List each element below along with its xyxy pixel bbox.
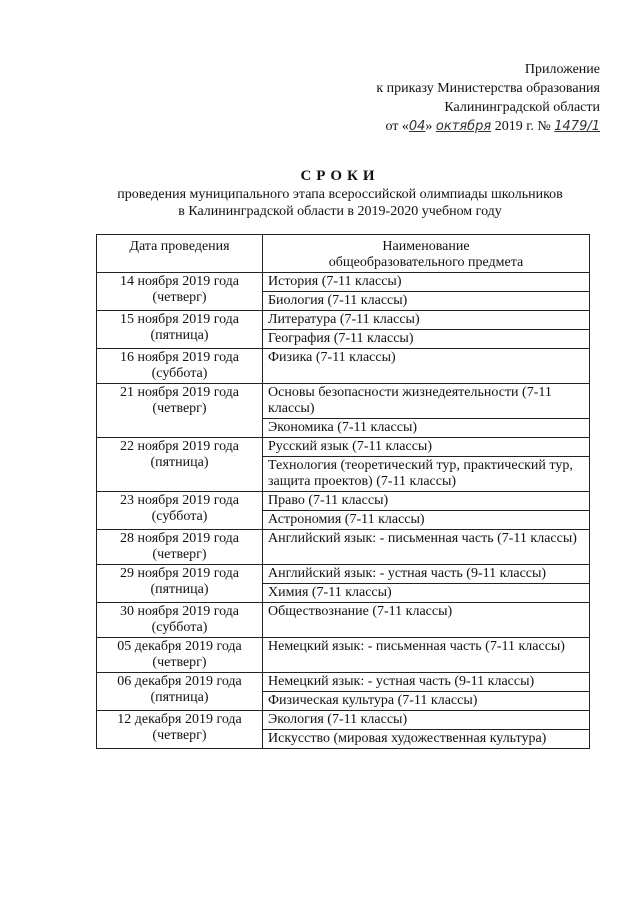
date-cell xyxy=(97,530,263,565)
weekday-text: (суббота) xyxy=(151,509,208,524)
date-cell xyxy=(97,438,263,492)
table-header-row xyxy=(97,235,590,273)
date-cell xyxy=(97,273,263,311)
subject-cell: Основы безопасности жизнедеятельности (7-11 классы) xyxy=(263,384,590,419)
subject-cell: Немецкий язык: - письменная часть (7-11 классы) xyxy=(263,638,590,673)
order-date-line xyxy=(330,117,600,136)
weekday-text: (четверг) xyxy=(152,728,207,743)
subject-cell: Немецкий язык: - устная часть (9-11 классы) xyxy=(263,673,590,692)
date-cell xyxy=(97,492,263,530)
date-cell xyxy=(97,638,263,673)
subject-cell: Технология (теоретический тур, практический тур, защита проектов) (7-11 классы) xyxy=(263,457,590,492)
weekday-text: (четверг) xyxy=(152,401,207,416)
subject-cell: Обществознание (7-11 классы) xyxy=(263,603,590,638)
date-text: 12 декабря 2019 года xyxy=(117,712,242,727)
subject-cell: Английский язык: - письменная часть (7-11 классы) xyxy=(263,530,590,565)
table-row xyxy=(97,438,590,457)
subject-cell: Английский язык: - устная часть (9-11 классы) xyxy=(263,565,590,584)
table-row xyxy=(97,349,590,384)
subject-cell: Химия (7-11 классы) xyxy=(263,584,590,603)
subject-cell: Астрономия (7-11 классы) xyxy=(263,511,590,530)
order-mid: » xyxy=(425,119,436,134)
date-cell xyxy=(97,384,263,438)
document-subtitle-line2: в Калининградской области в 2019-2020 учебном году xyxy=(178,204,502,219)
date-text: 14 ноября 2019 года xyxy=(119,274,240,289)
table-row xyxy=(97,638,590,673)
table-row xyxy=(97,711,590,730)
weekday-text: (четверг) xyxy=(152,290,207,305)
document-subtitle-line1: проведения муниципального этапа всероссийской олимпиады школьников xyxy=(117,187,563,202)
table-row xyxy=(97,273,590,292)
date-text: 30 ноября 2019 года xyxy=(119,604,240,619)
subject-cell: Русский язык (7-11 классы) xyxy=(263,438,590,457)
header-subject xyxy=(263,235,590,273)
table-row xyxy=(97,603,590,638)
weekday-text: (суббота) xyxy=(151,366,208,381)
date-cell xyxy=(97,311,263,349)
weekday-text: (четверг) xyxy=(152,547,207,562)
date-text: 21 ноября 2019 года xyxy=(119,385,240,400)
date-text: 05 декабря 2019 года xyxy=(117,639,242,654)
document-title-block xyxy=(40,166,640,220)
appendix-region: Калининградской области xyxy=(444,100,600,115)
date-text: 16 ноября 2019 года xyxy=(119,350,240,365)
appendix-title: Приложение xyxy=(524,62,600,77)
weekday-text: (суббота) xyxy=(151,620,208,635)
weekday-text: (четверг) xyxy=(152,655,207,670)
order-number: 1479/1 xyxy=(554,119,600,134)
weekday-text: (пятница) xyxy=(150,690,209,705)
order-year: 2019 г. № xyxy=(491,119,555,134)
subject-cell: История (7-11 классы) xyxy=(263,273,590,292)
date-cell xyxy=(97,349,263,384)
subject-cell: Физическая культура (7-11 классы) xyxy=(263,692,590,711)
schedule-body xyxy=(97,273,590,749)
weekday-text: (пятница) xyxy=(150,582,209,597)
subject-cell: Литература (7-11 классы) xyxy=(263,311,590,330)
date-text: 28 ноября 2019 года xyxy=(119,531,240,546)
header-date: Дата проведения xyxy=(97,235,263,273)
appendix-header xyxy=(330,60,600,136)
order-prefix: от « xyxy=(385,119,409,134)
subject-cell: Биология (7-11 классы) xyxy=(263,292,590,311)
header-subject-line1: Наименование xyxy=(382,239,470,254)
subject-cell: Экономика (7-11 классы) xyxy=(263,419,590,438)
table-row xyxy=(97,565,590,584)
schedule-table xyxy=(96,234,590,749)
date-text: 15 ноября 2019 года xyxy=(119,312,240,327)
date-text: 06 декабря 2019 года xyxy=(117,674,242,689)
table-row xyxy=(97,673,590,692)
subject-cell: Искусство (мировая художественная культура) xyxy=(263,730,590,749)
table-row xyxy=(97,530,590,565)
order-month: октября xyxy=(435,119,492,134)
weekday-text: (пятница) xyxy=(150,455,209,470)
date-cell xyxy=(97,673,263,711)
subject-cell: Экология (7-11 классы) xyxy=(263,711,590,730)
table-row xyxy=(97,384,590,419)
date-cell xyxy=(97,711,263,749)
subject-cell: География (7-11 классы) xyxy=(263,330,590,349)
table-row xyxy=(97,311,590,330)
date-text: 23 ноября 2019 года xyxy=(119,493,240,508)
appendix-order-ref: к приказу Министерства образования xyxy=(376,81,600,96)
table-row xyxy=(97,492,590,511)
subject-cell: Физика (7-11 классы) xyxy=(263,349,590,384)
date-text: 22 ноября 2019 года xyxy=(119,439,240,454)
weekday-text: (пятница) xyxy=(150,328,209,343)
date-text: 29 ноября 2019 года xyxy=(119,566,240,581)
subject-cell: Право (7-11 классы) xyxy=(263,492,590,511)
header-subject-line2: общеобразовательного предмета xyxy=(328,255,524,270)
document-title: СРОКИ xyxy=(300,168,380,184)
date-cell xyxy=(97,603,263,638)
order-day: 04 xyxy=(408,119,426,134)
date-cell xyxy=(97,565,263,603)
